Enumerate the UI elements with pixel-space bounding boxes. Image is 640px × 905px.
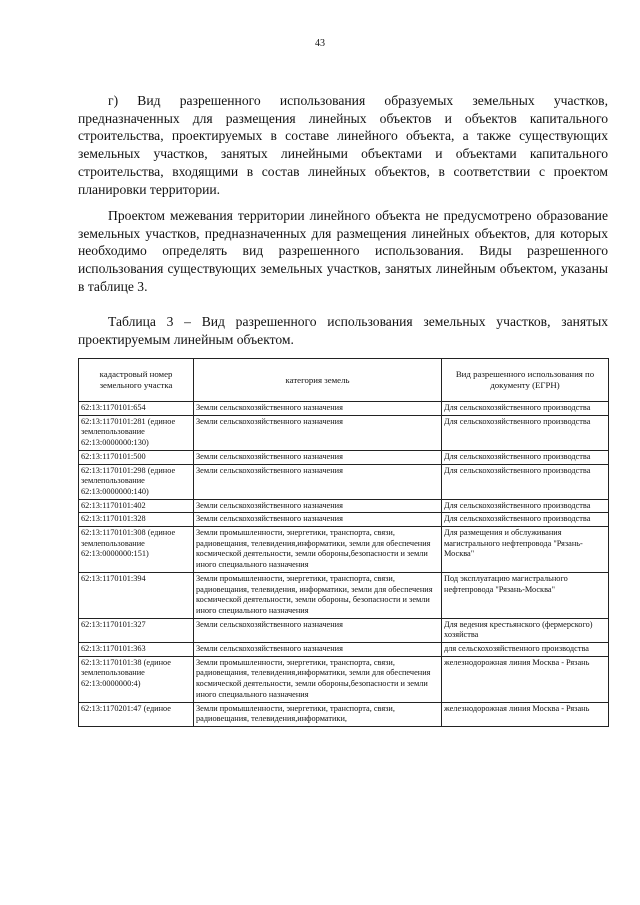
permitted-use-cell: Под эксплуатацию магистрального нефтепровода "Рязань-Москва" (442, 572, 609, 618)
table-row (79, 499, 609, 513)
table-row (79, 572, 609, 618)
cadastral-number-cell: 62:13:1170101:654 (79, 402, 194, 416)
cadastral-number-cell: 62:13:1170101:298 (единое землепользование 62:13:0000000:140) (79, 464, 194, 499)
table-row (79, 513, 609, 527)
permitted-use-cell: Для размещения и обслуживания магистрального нефтепровода "Рязань-Москва" (442, 527, 609, 573)
cadastral-number-cell: 62:13:1170101:394 (79, 572, 194, 618)
permitted-use-cell: железнодорожная линия Москва - Рязань (442, 656, 609, 702)
table-row (79, 464, 609, 499)
land-category-cell: Земли сельскохозяйственного назначения (194, 499, 442, 513)
permitted-use-cell: Для сельскохозяйственного производства (442, 499, 609, 513)
paragraph-survey-project: Проектом межевания территории линейного объекта не предусмотрено образование земельных участков, предназначенных для размещения линейных объектов, для которых необходимо определять вид разрешенного использования. Виды разрешенного использования существующих земельных участков, занятых линейным объектом, указаны в таблице 3. (78, 208, 608, 294)
table-row (79, 450, 609, 464)
land-category-cell: Земли промышленности, энергетики, транспорта, связи, радиовещания, телевидения, информатики, земли для обеспечения космической деятельности, земли обороны, безопасности и земли иного специального назначения (194, 572, 442, 618)
page-number: 43 (315, 38, 325, 49)
table-row (79, 702, 609, 726)
cadastral-number-cell: 62:13:1170101:327 (79, 618, 194, 642)
cadastral-number-cell: 62:13:1170101:402 (79, 499, 194, 513)
land-category-cell: Земли промышленности, энергетики, транспорта, связи, радиовещания, телевидения,информатики, земли для обеспечения космической деятельности, земли обороны,безопасности и земли иного специального назначения (194, 527, 442, 573)
table-row (79, 618, 609, 642)
land-category-cell: Земли сельскохозяйственного назначения (194, 513, 442, 527)
paragraph-land-use-types: г) Вид разрешенного использования образуемых земельных участков, предназначенных для размещения линейных объектов и объектов капитального строительства, проектируемых в составе линейного объекта, а также существующих земельных участков, занятых линейными объектами и объектами капитального строительства, входящими в состав линейных объектов, в соответствии с проектом планировки территории. (78, 93, 608, 197)
land-category-cell: Земли промышленности, энергетики, транспорта, связи, радиовещания, телевидения,информатики, земли для обеспечения космической деятельности, земли обороны,безопасности и земли иного специального назначения (194, 656, 442, 702)
cadastral-number-cell: 62:13:1170101:38 (единое землепользование 62:13:0000000:4) (79, 656, 194, 702)
table-caption: Таблица 3 – Вид разрешенного использования земельных участков, занятых проектируемым линейным объектом. (78, 314, 608, 347)
land-category-cell: Земли сельскохозяйственного назначения (194, 450, 442, 464)
permitted-use-cell: Для сельскохозяйственного производства (442, 513, 609, 527)
table-row (79, 415, 609, 450)
permitted-use-cell: Для сельскохозяйственного производства (442, 415, 609, 450)
permitted-use-cell: Для сельскохозяйственного производства (442, 402, 609, 416)
permitted-use-cell: Для сельскохозяйственного производства (442, 464, 609, 499)
permitted-use-cell: для сельскохозяйственного производства (442, 643, 609, 657)
cadastral-number-cell: 62:13:1170101:328 (79, 513, 194, 527)
header-permitted-use: Вид разрешенного использования по документу (ЕГРН) (442, 359, 609, 402)
permitted-use-cell: железнодорожная линия Москва - Рязань (442, 702, 609, 726)
cadastral-number-cell: 62:13:1170201:47 (единое (79, 702, 194, 726)
table-header-row (79, 359, 609, 402)
cadastral-number-cell: 62:13:1170101:281 (единое землепользование 62:13:0000000:130) (79, 415, 194, 450)
permitted-use-cell: Для сельскохозяйственного производства (442, 450, 609, 464)
table-row (79, 656, 609, 702)
permitted-use-cell: Для ведения крестьянского (фермерского) хозяйства (442, 618, 609, 642)
cadastral-number-cell: 62:13:1170101:308 (единое землепользование 62:13:0000000:151) (79, 527, 194, 573)
cadastral-number-cell: 62:13:1170101:363 (79, 643, 194, 657)
table-row (79, 643, 609, 657)
land-category-cell: Земли сельскохозяйственного назначения (194, 643, 442, 657)
header-cadastral-number: кадастровый номер земельного участка (79, 359, 194, 402)
header-land-category: категория земель (194, 359, 442, 402)
land-category-cell: Земли промышленности, энергетики, транспорта, связи, радиовещания, телевидения,информатики, (194, 702, 442, 726)
land-use-table (78, 358, 609, 727)
cadastral-number-cell: 62:13:1170101:500 (79, 450, 194, 464)
land-category-cell: Земли сельскохозяйственного назначения (194, 402, 442, 416)
land-category-cell: Земли сельскохозяйственного назначения (194, 415, 442, 450)
land-category-cell: Земли сельскохозяйственного назначения (194, 618, 442, 642)
land-category-cell: Земли сельскохозяйственного назначения (194, 464, 442, 499)
table-row (79, 402, 609, 416)
table-row (79, 527, 609, 573)
